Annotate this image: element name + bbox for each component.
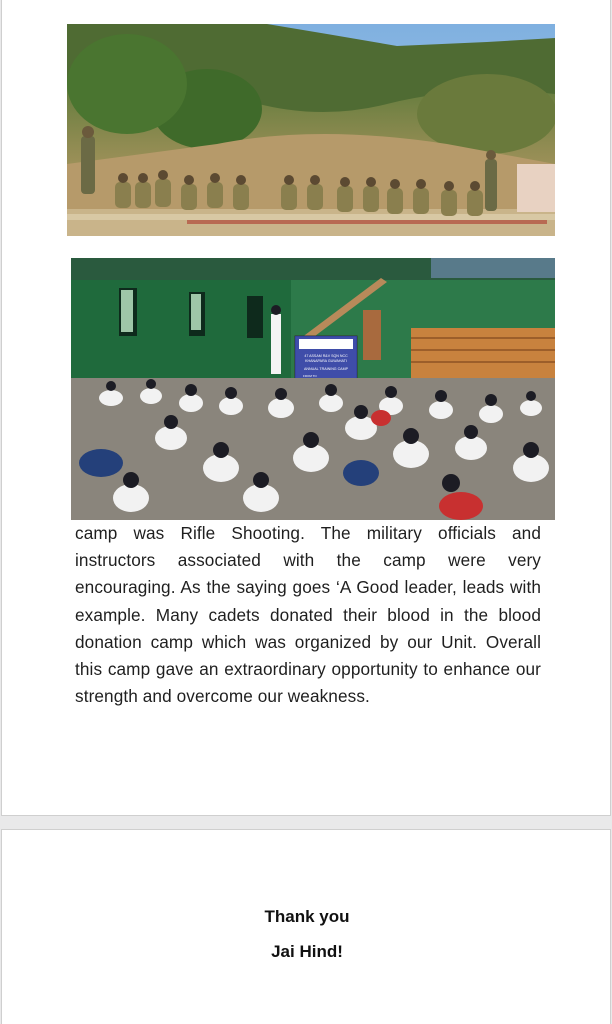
photo-cadets-exercise-hall	[71, 258, 555, 520]
closing-thank-you: Thank you	[264, 907, 350, 926]
banner-line-2: KHANAPARA GUWAHATI	[305, 359, 347, 363]
document-page-1	[1, 0, 611, 816]
banner-line-4: FROM TO	[303, 374, 317, 378]
photo-rifle-shooting-range	[67, 24, 555, 236]
body-paragraph	[75, 520, 541, 710]
body-paragraph-text: camp was Rifle Shooting. The military officials and instructors associated with the camp were very encouraging. As the saying goes ‘A Good leader, leads with example. Many cadets donated their blood in the blood donation camp which was organized by our Unit. Overall this camp gave an extraordinary opportunity to enhance our strength and overcome our weakness.	[75, 523, 541, 707]
closing-jai-hind: Jai Hind!	[271, 942, 343, 961]
banner-line-3: ANNUAL TRAINING CAMP	[304, 367, 348, 371]
banner-line-1: 47 ASSAM R&V SQN NCC	[304, 354, 348, 358]
document-page-2	[1, 829, 611, 1024]
